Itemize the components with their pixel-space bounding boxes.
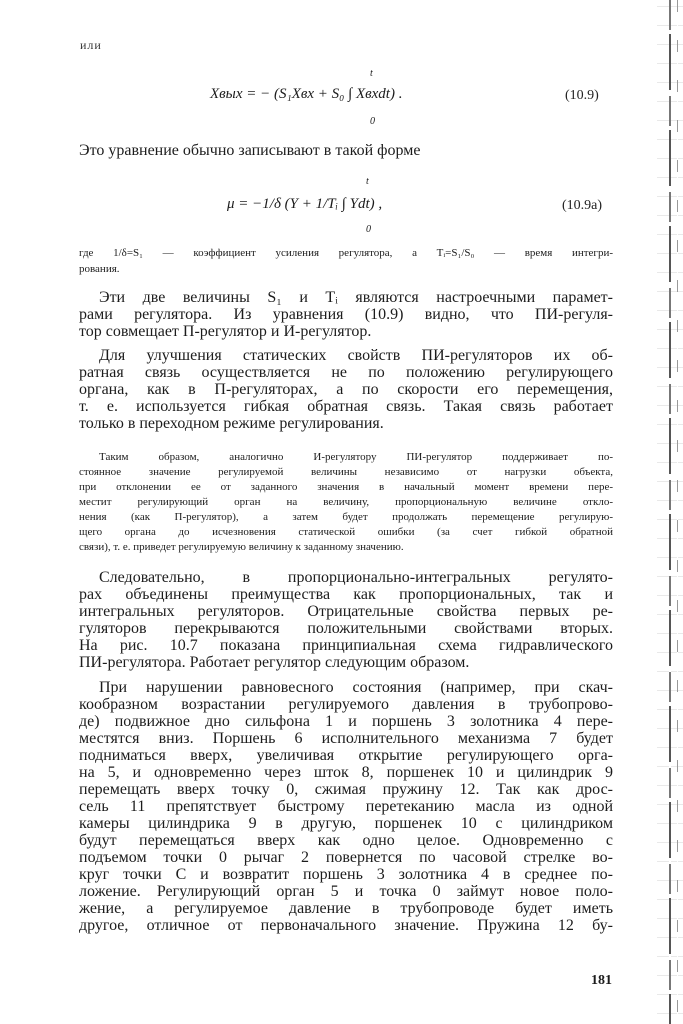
text-line: подниматься вверх, увеличивая открытие регулирующего орга- (79, 747, 613, 764)
equation-number: (10.9) (565, 88, 599, 103)
text-line: будут перемещаться вверх как одно целое. Одновременно с (79, 832, 613, 849)
integral-upper-limit: t (370, 68, 373, 79)
text-line: Для улучшения статических свойств ПИ-регуляторов их об- (99, 347, 613, 364)
text-line: Следовательно, в пропорционально-интегральных регулято- (99, 569, 613, 586)
text-line: тор совмещает П-регулятор и И-регулятор. (79, 323, 372, 340)
text-line: камеры цилиндрика 9 в другую, поршенек 10 с цилиндриком (79, 815, 613, 832)
footnote-line: где 1/δ=S₁ — коэффициент усиления регулятора, а Tᵢ=S₁/S₀ — время интегри- (79, 247, 613, 259)
integral-lower-limit: 0 (366, 224, 371, 235)
text-line: другое, отличное от первоначального значение. Пружина 12 бу- (79, 917, 613, 934)
text-line: рами регулятора. Из уравнения (10.9) видно, что ПИ-регуля- (79, 306, 613, 323)
text-line: только в переходном режиме регулирования. (79, 415, 384, 432)
page-number: 181 (591, 973, 612, 988)
text-line: подъемом точки 0 рычаг 2 повернется по часовой стрелке во- (79, 849, 613, 866)
small-text-line: нения (как П-регулятор), а затем будет продолжать перемещение регулирую- (79, 511, 613, 523)
binding-edge (657, 0, 683, 1024)
small-text-line: при отклонении ее от заданного значения в начальный момент времени пере- (79, 481, 613, 493)
equation-10-9a-formula: μ = −1/δ (Y + 1/Tᵢ ∫ Ydt) , (227, 196, 383, 212)
text-line: на 5, и одновременно через шток 8, поршенек 10 и цилиндрик 9 (79, 764, 613, 781)
text-line: кообразном возрастании регулируемого давления в трубопрово- (79, 696, 613, 713)
text-line: органа, как в П-регуляторах, а по скорости его перемещения, (79, 381, 613, 398)
text-line: ратная связь осуществляется не по положению регулирующего (79, 364, 613, 381)
footnote-line: рования. (79, 263, 120, 275)
equation-number: (10.9а) (562, 198, 603, 213)
text-line: ПИ-регулятора. Работает регулятор следующим образом. (79, 654, 470, 671)
small-text-line: стоянное значение регулируемой величины независимо от нагрузки объекта, (79, 466, 613, 478)
text-line: местятся вниз. Поршень 6 исполнительного механизма 7 будет (79, 730, 613, 747)
integral-upper-limit: t (366, 176, 369, 187)
text-line: При нарушении равновесного состояния (например, при скач- (99, 679, 613, 696)
intro-line: Это уравнение обычно записывают в такой форме (79, 142, 421, 159)
small-text-line: щего органа до исчезновения статической ошибки (за счет гибкой обратной (79, 526, 613, 538)
text-line: рах объединены преимущества как пропорциональных, так и (79, 586, 613, 603)
small-text-line: связи), т. е. приведет регулируемую величину к заданному значению. (79, 541, 404, 553)
text-line: круг точки С и возвратит поршень 3 золотника 4 в среднее по- (79, 866, 613, 883)
small-text-line: местит регулирующий орган на величину, пропорциональную величине откло- (79, 496, 613, 508)
text-line: гуляторов перекрываются положительными свойствами вторых. (79, 620, 613, 637)
text-line: перемещать вверх точку 0, сжимая пружину 12. Так как дрос- (79, 781, 613, 798)
text-line: На рис. 10.7 показана принципиальная схема гидравлического (79, 637, 613, 654)
header-fragment: или (80, 38, 102, 52)
equation-10-9-formula: Xвых = − (S₁Xвх + S₀ ∫ Xвхdt) . (210, 86, 403, 102)
text-line: интегральных регуляторов. Отрицательные свойства первых ре- (79, 603, 613, 620)
text-line: сель 11 препятствует быстрому перетеканию масла из одной (79, 798, 613, 815)
text-line: т. е. используется гибкая обратная связь. Такая связь работает (79, 398, 613, 415)
text-line: Эти две величины S₁ и Tᵢ являются настроечными парамет- (99, 289, 613, 306)
text-line: де) подвижное дно сильфона 1 и поршень 3 золотника 4 пере- (79, 713, 613, 730)
text-line: жение, а регулируемое давление в трубопроводе будет иметь (79, 900, 613, 917)
integral-lower-limit: 0 (370, 116, 375, 127)
text-line: ложение. Регулирующий орган 5 и точка 0 займут новое поло- (79, 883, 613, 900)
small-text-line: Таким образом, аналогично И-регулятору ПИ-регулятор поддерживает по- (99, 451, 613, 463)
